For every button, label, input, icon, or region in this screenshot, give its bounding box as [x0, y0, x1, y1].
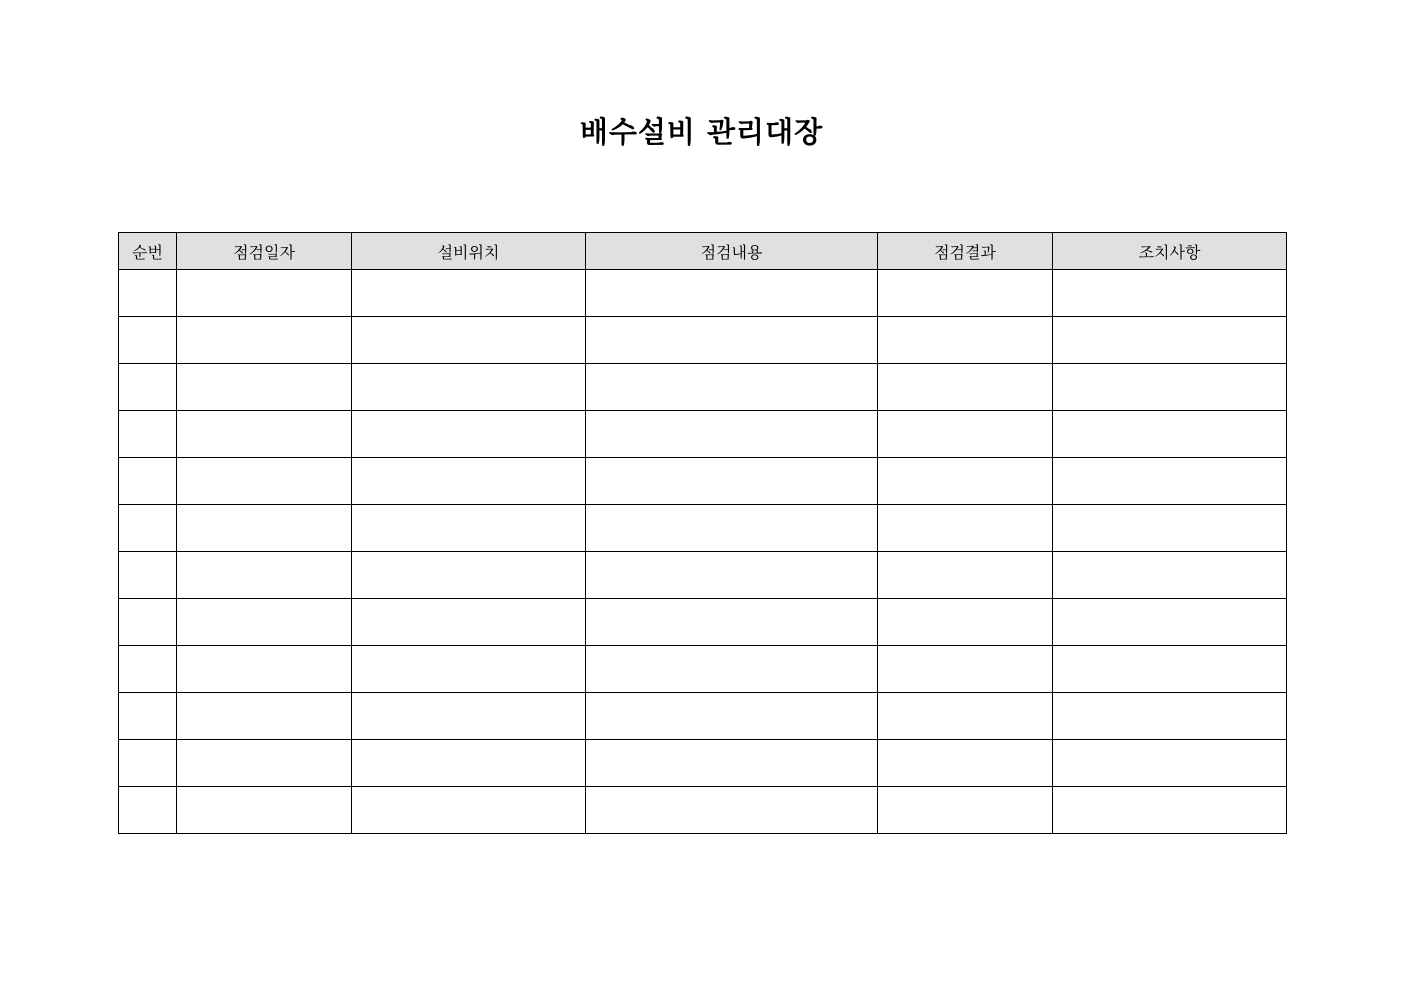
inspection-result-cell — [878, 411, 1053, 458]
inspection-result-cell — [878, 693, 1053, 740]
inspection-details-cell — [586, 787, 878, 834]
column-header-number: 순번 — [119, 233, 177, 270]
page-title: 배수설비 관리대장 — [579, 115, 824, 149]
action-taken-cell — [1053, 646, 1287, 693]
action-taken-cell — [1053, 740, 1287, 787]
inspection-details-cell — [586, 411, 878, 458]
number-cell — [119, 270, 177, 317]
number-cell — [119, 552, 177, 599]
inspection-details-cell — [586, 505, 878, 552]
inspection-date-cell — [177, 552, 352, 599]
number-cell — [119, 740, 177, 787]
action-taken-cell — [1053, 552, 1287, 599]
number-cell — [119, 317, 177, 364]
inspection-details-cell — [586, 270, 878, 317]
inspection-date-cell — [177, 787, 352, 834]
inspection-result-cell — [878, 458, 1053, 505]
facility-location-cell — [352, 787, 586, 834]
facility-location-cell — [352, 693, 586, 740]
inspection-date-cell — [177, 646, 352, 693]
action-taken-cell — [1053, 458, 1287, 505]
inspection-date-cell — [177, 505, 352, 552]
column-header-action-taken: 조치사항 — [1053, 233, 1287, 270]
inspection-date-cell — [177, 317, 352, 364]
table-row — [119, 740, 1287, 787]
number-cell — [119, 364, 177, 411]
facility-location-cell — [352, 411, 586, 458]
facility-location-cell — [352, 364, 586, 411]
inspection-date-cell — [177, 364, 352, 411]
inspection-date-cell — [177, 411, 352, 458]
table-row — [119, 599, 1287, 646]
inspection-details-cell — [586, 317, 878, 364]
action-taken-cell — [1053, 599, 1287, 646]
column-header-inspection-details: 점검내용 — [586, 233, 878, 270]
facility-location-cell — [352, 505, 586, 552]
facility-location-cell — [352, 458, 586, 505]
inspection-result-cell — [878, 505, 1053, 552]
table-row — [119, 458, 1287, 505]
inspection-result-cell — [878, 317, 1053, 364]
action-taken-cell — [1053, 787, 1287, 834]
facility-location-cell — [352, 646, 586, 693]
table-row — [119, 505, 1287, 552]
facility-location-cell — [352, 270, 586, 317]
table-row — [119, 364, 1287, 411]
inspection-result-cell — [878, 599, 1053, 646]
facility-location-cell — [352, 740, 586, 787]
facility-location-cell — [352, 552, 586, 599]
inspection-date-cell — [177, 740, 352, 787]
management-ledger-table — [118, 232, 1287, 834]
column-header-inspection-date: 점검일자 — [177, 233, 352, 270]
action-taken-cell — [1053, 270, 1287, 317]
column-header-facility-location: 설비위치 — [352, 233, 586, 270]
inspection-details-cell — [586, 740, 878, 787]
action-taken-cell — [1053, 693, 1287, 740]
table-row — [119, 317, 1287, 364]
action-taken-cell — [1053, 505, 1287, 552]
number-cell — [119, 411, 177, 458]
table-row — [119, 646, 1287, 693]
inspection-date-cell — [177, 693, 352, 740]
table-row — [119, 693, 1287, 740]
action-taken-cell — [1053, 317, 1287, 364]
table-row — [119, 787, 1287, 834]
table-body — [119, 270, 1287, 834]
number-cell — [119, 787, 177, 834]
inspection-details-cell — [586, 364, 878, 411]
action-taken-cell — [1053, 411, 1287, 458]
inspection-date-cell — [177, 270, 352, 317]
number-cell — [119, 693, 177, 740]
inspection-date-cell — [177, 458, 352, 505]
inspection-result-cell — [878, 787, 1053, 834]
inspection-result-cell — [878, 552, 1053, 599]
inspection-date-cell — [177, 599, 352, 646]
inspection-result-cell — [878, 364, 1053, 411]
inspection-details-cell — [586, 646, 878, 693]
inspection-result-cell — [878, 270, 1053, 317]
inspection-details-cell — [586, 693, 878, 740]
table-row — [119, 411, 1287, 458]
number-cell — [119, 646, 177, 693]
inspection-result-cell — [878, 740, 1053, 787]
table-row — [119, 552, 1287, 599]
column-header-inspection-result: 점검결과 — [878, 233, 1053, 270]
number-cell — [119, 505, 177, 552]
table-header-row — [119, 233, 1287, 270]
facility-location-cell — [352, 599, 586, 646]
inspection-details-cell — [586, 552, 878, 599]
inspection-details-cell — [586, 458, 878, 505]
inspection-details-cell — [586, 599, 878, 646]
facility-location-cell — [352, 317, 586, 364]
number-cell — [119, 458, 177, 505]
table-row — [119, 270, 1287, 317]
action-taken-cell — [1053, 364, 1287, 411]
inspection-result-cell — [878, 646, 1053, 693]
number-cell — [119, 599, 177, 646]
